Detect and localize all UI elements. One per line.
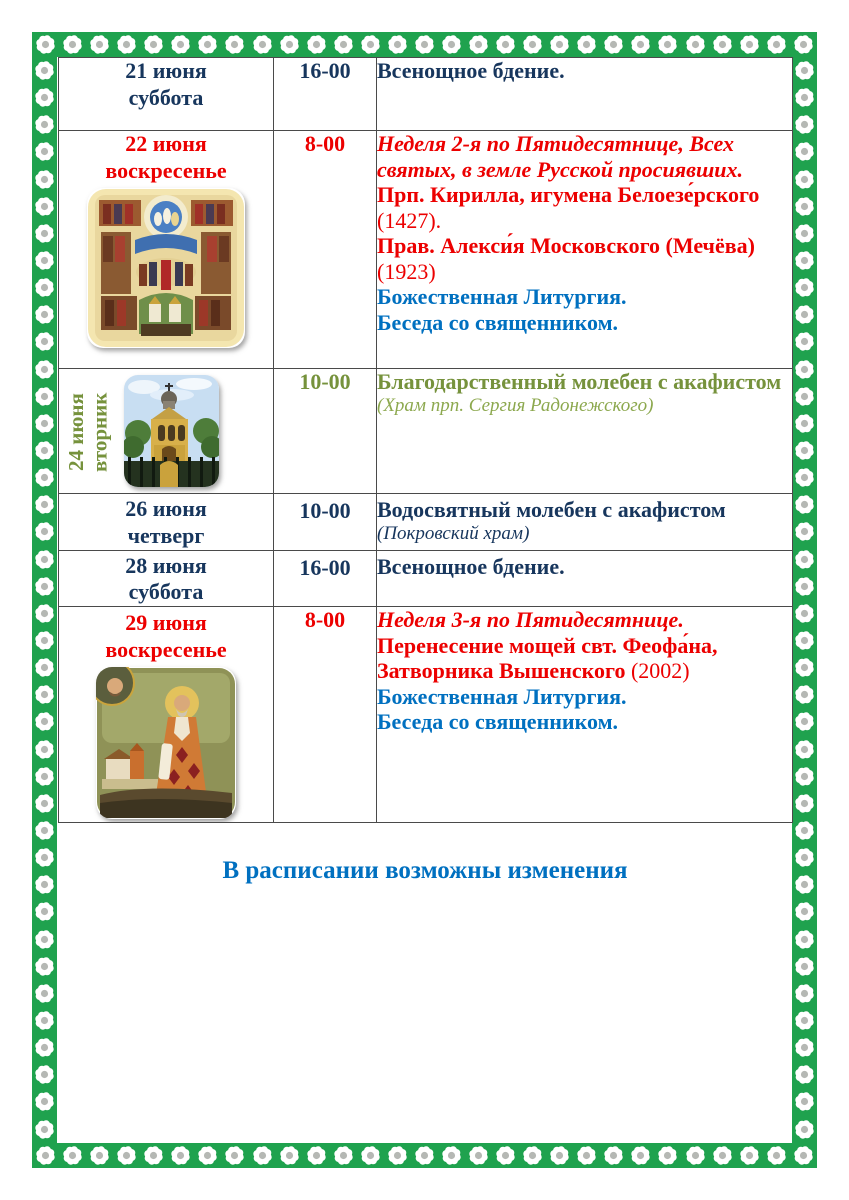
flower-icon <box>34 847 55 868</box>
feast-title: Неделя 3-я по Пятидесятнице. <box>377 607 684 633</box>
flower-icon <box>34 657 55 678</box>
flower-icon <box>62 1145 83 1166</box>
weekday-line: воскресенье <box>105 157 227 183</box>
date-cell <box>59 58 274 131</box>
flower-icon <box>34 60 55 81</box>
flower-icon <box>685 1145 706 1166</box>
flower-icon <box>306 1145 327 1166</box>
flower-icon <box>414 34 435 55</box>
flower-icon <box>793 34 814 55</box>
flower-icon <box>34 983 55 1004</box>
border-strip-left <box>32 57 57 1143</box>
flower-icon <box>34 1091 55 1112</box>
flower-icon <box>116 34 137 55</box>
flower-icon <box>34 521 55 542</box>
vertical-date-wrap <box>59 369 273 491</box>
flower-icon <box>712 1145 733 1166</box>
time-cell: 8-00 <box>274 607 377 823</box>
flower-icon <box>279 34 300 55</box>
flower-icon <box>34 304 55 325</box>
border-strip-right <box>792 57 817 1143</box>
flower-icon <box>794 60 815 81</box>
flower-icon <box>794 440 815 461</box>
flower-icon <box>34 331 55 352</box>
flower-icon <box>279 1145 300 1166</box>
flower-icon <box>794 711 815 732</box>
flower-icon <box>252 1145 273 1166</box>
flower-icon <box>794 169 815 190</box>
flower-icon <box>34 223 55 244</box>
schedule-table <box>58 57 793 823</box>
flower-icon <box>794 413 815 434</box>
weekday-line: вторник <box>87 392 112 472</box>
flower-icon <box>170 1145 191 1166</box>
saint-year: (2002) <box>630 658 690 684</box>
feast-title: Неделя 2-я по Пятидесятнице, Всех святых, в земле Русской просиявших. <box>377 131 744 182</box>
flower-icon <box>34 250 55 271</box>
flower-icon <box>116 1145 137 1166</box>
flower-icon <box>34 359 55 380</box>
flower-icon <box>794 223 815 244</box>
flower-icon <box>794 250 815 271</box>
saint-commemoration <box>377 182 792 233</box>
flower-icon <box>62 34 83 55</box>
date-cell <box>59 369 274 494</box>
flower-icon <box>333 1145 354 1166</box>
flower-icon <box>34 1010 55 1031</box>
flower-icon <box>794 1010 815 1031</box>
date-cell <box>59 494 274 551</box>
flower-icon <box>657 34 678 55</box>
flower-icon <box>794 1037 815 1058</box>
flower-icon <box>441 1145 462 1166</box>
flower-icon <box>794 630 815 651</box>
flower-icon <box>360 34 381 55</box>
flower-icon <box>794 983 815 1004</box>
church-location: (Храм прп. Сергия Радонежского) <box>377 394 654 416</box>
saint-year: (1923) <box>377 258 436 284</box>
flower-icon <box>34 277 55 298</box>
flower-icon <box>495 34 516 55</box>
flower-icon <box>794 1064 815 1085</box>
flower-icon <box>794 549 815 570</box>
flower-icon <box>766 1145 787 1166</box>
flower-icon <box>794 576 815 597</box>
weekday-line: суббота <box>128 579 204 605</box>
flower-icon <box>576 1145 597 1166</box>
flower-icon <box>143 1145 164 1166</box>
flower-icon <box>794 386 815 407</box>
flower-icon <box>794 929 815 950</box>
vertical-date-label <box>65 373 112 491</box>
flower-icon <box>34 1037 55 1058</box>
flower-icon <box>35 1145 56 1166</box>
flower-icon <box>794 847 815 868</box>
flower-icon <box>794 820 815 841</box>
flower-icon <box>34 874 55 895</box>
church-location: (Покровский храм) <box>377 522 530 544</box>
flower-icon <box>794 331 815 352</box>
flower-icon <box>603 1145 624 1166</box>
saint-commemoration <box>377 658 792 684</box>
flower-icon <box>34 739 55 760</box>
flower-icon <box>794 114 815 135</box>
flower-icon <box>34 169 55 190</box>
all-saints-icon <box>87 188 245 348</box>
events-cell <box>377 550 793 607</box>
flower-icon <box>794 494 815 515</box>
footer-note: В расписании возможны изменения <box>222 857 628 885</box>
flower-icon <box>766 34 787 55</box>
date-line: 28 июня <box>125 552 207 578</box>
flower-icon <box>603 34 624 55</box>
service-name: Божественная Литургия. <box>377 284 627 310</box>
service-name: Беседа со священником. <box>377 709 619 735</box>
events-cell <box>377 369 793 494</box>
flower-icon <box>414 1145 435 1166</box>
service-name: Водосвятный молебен с акафистом <box>377 497 726 522</box>
date-line: 29 июня <box>125 610 207 636</box>
service-name: Благодарственный молебен с акафистом <box>377 369 782 394</box>
flower-icon <box>794 684 815 705</box>
flower-icon <box>468 34 489 55</box>
flower-icon <box>794 766 815 787</box>
flower-icon <box>197 34 218 55</box>
flower-icon <box>34 766 55 787</box>
flower-icon <box>34 901 55 922</box>
flower-icon <box>794 467 815 488</box>
flower-icon <box>35 34 56 55</box>
flower-icon <box>495 1145 516 1166</box>
events-cell <box>377 58 793 131</box>
saint-commemoration <box>377 233 792 284</box>
weekday-line: четверг <box>127 522 205 548</box>
flower-icon <box>630 34 651 55</box>
flower-icon <box>34 549 55 570</box>
service-name: Беседа со священником. <box>377 309 619 335</box>
flower-icon <box>34 1119 55 1140</box>
time-cell: 10-00 <box>274 494 377 551</box>
flower-icon <box>34 386 55 407</box>
flower-icon <box>739 34 760 55</box>
events-cell <box>377 494 793 551</box>
flower-icon <box>360 1145 381 1166</box>
flower-icon <box>34 1064 55 1085</box>
flower-icon <box>306 34 327 55</box>
flower-icon <box>333 34 354 55</box>
date-line: 21 июня <box>125 58 207 83</box>
saint-name: Затворника Вышенского <box>377 658 631 684</box>
event-text: Всенощное бдение. <box>377 58 565 83</box>
flower-icon <box>794 359 815 380</box>
date-line: 22 июня <box>125 131 207 156</box>
flower-icon <box>794 657 815 678</box>
flower-icon <box>89 34 110 55</box>
flower-icon <box>793 1145 814 1166</box>
flower-icon <box>794 196 815 217</box>
flower-icon <box>34 141 55 162</box>
flower-icon <box>794 277 815 298</box>
flower-icon <box>794 304 815 325</box>
flower-icon <box>441 34 462 55</box>
flower-icon <box>197 1145 218 1166</box>
flower-icon <box>34 956 55 977</box>
border-strip-bottom <box>32 1143 817 1168</box>
date-cell <box>59 607 274 823</box>
flower-icon <box>252 34 273 55</box>
flower-icon <box>387 1145 408 1166</box>
flower-icon <box>34 603 55 624</box>
flower-icon <box>794 739 815 760</box>
saint-name: Прав. Алекси́я Московского (Мечёва) <box>377 233 755 259</box>
flower-icon <box>794 1119 815 1140</box>
flower-icon <box>387 34 408 55</box>
flower-icon <box>794 603 815 624</box>
table-row-jun29 <box>59 607 793 823</box>
events-cell <box>377 607 793 823</box>
flower-icon <box>34 494 55 515</box>
flower-icon <box>89 1145 110 1166</box>
flower-icon <box>34 711 55 732</box>
table-row-jun21 <box>59 58 793 131</box>
flower-icon <box>34 440 55 461</box>
flower-icon <box>522 34 543 55</box>
date-cell <box>59 550 274 607</box>
flower-icon <box>794 1091 815 1112</box>
date-line: 26 июня <box>125 496 207 521</box>
flower-icon <box>34 929 55 950</box>
flower-icon <box>522 1145 543 1166</box>
sergius-church-photo <box>124 375 219 487</box>
flower-icon <box>794 793 815 814</box>
flower-icon <box>143 34 164 55</box>
flower-icon <box>794 874 815 895</box>
flower-icon <box>468 1145 489 1166</box>
flower-icon <box>34 576 55 597</box>
flower-icon <box>794 901 815 922</box>
flower-icon <box>34 87 55 108</box>
flower-icon <box>549 34 570 55</box>
time-cell: 16-00 <box>274 550 377 607</box>
table-row-jun22 <box>59 131 793 369</box>
table-row-jun24 <box>59 369 793 494</box>
flower-icon <box>224 1145 245 1166</box>
flower-icon <box>170 34 191 55</box>
saint-name: Прп. Кирилла, игумена Белоезе́рского <box>377 182 760 208</box>
flower-icon <box>34 820 55 841</box>
date-line: 24 июня <box>64 393 88 471</box>
weekday-line: воскресенье <box>105 637 227 663</box>
flower-icon <box>576 34 597 55</box>
flower-icon <box>34 630 55 651</box>
saint-year: (1427). <box>377 207 442 233</box>
flower-icon <box>794 87 815 108</box>
flower-icon <box>739 1145 760 1166</box>
flower-icon <box>34 467 55 488</box>
flower-icon <box>34 196 55 217</box>
flower-icon <box>34 413 55 434</box>
flower-icon <box>657 1145 678 1166</box>
flower-icon <box>34 114 55 135</box>
flower-icon <box>630 1145 651 1166</box>
date-cell <box>59 131 274 369</box>
flower-icon <box>224 34 245 55</box>
flower-icon <box>685 34 706 55</box>
event-text: Всенощное бдение. <box>377 553 565 579</box>
saint-commemoration: Перенесение мощей свт. Феофа́на, <box>377 632 718 658</box>
service-name: Божественная Литургия. <box>377 683 627 709</box>
schedule-content <box>58 57 792 885</box>
weekday-line: суббота <box>128 84 204 110</box>
time-cell: 8-00 <box>274 131 377 369</box>
flower-icon <box>34 793 55 814</box>
time-cell: 16-00 <box>274 58 377 131</box>
theophan-icon <box>96 667 236 819</box>
flower-icon <box>794 521 815 542</box>
border-strip-top <box>32 32 817 57</box>
table-row-jun26 <box>59 494 793 551</box>
flower-icon <box>712 34 733 55</box>
flower-icon <box>34 684 55 705</box>
time-cell: 10-00 <box>274 369 377 494</box>
flower-icon <box>549 1145 570 1166</box>
events-cell <box>377 131 793 369</box>
flower-icon <box>794 956 815 977</box>
flower-icon <box>794 141 815 162</box>
table-row-jun28 <box>59 550 793 607</box>
